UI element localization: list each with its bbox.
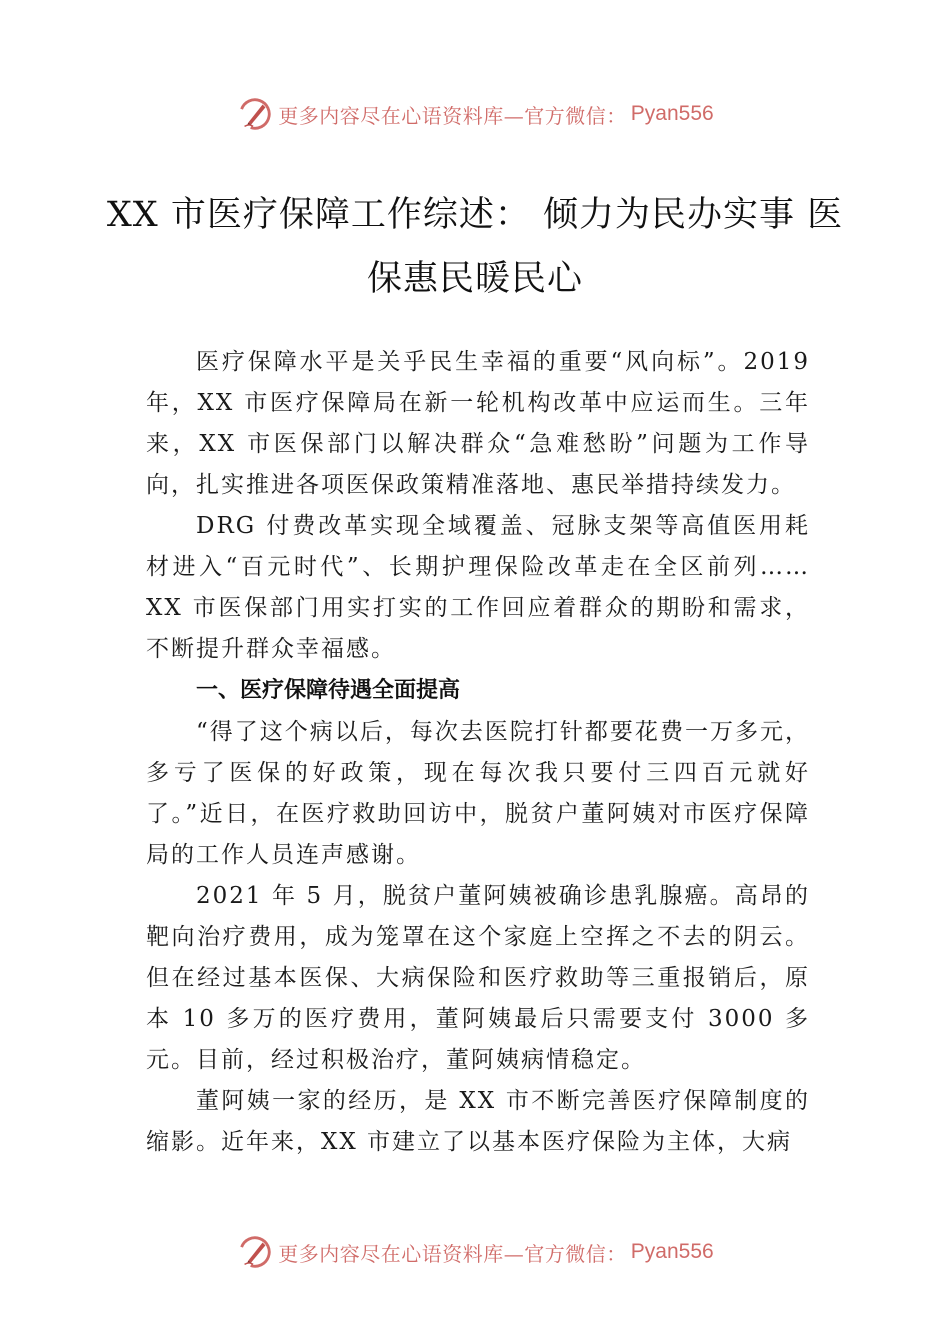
section-paragraph-1: “得了这个病以后，每次去医院打针都要花费一万多元，多亏了医保的好政策，现在每次我只要付三四百元就好了。”近日，在医疗救助回访中，脱贫户董阿姨对市医疗保障局的工作人员连声感谢。 bbox=[146, 719, 810, 868]
section-paragraph-3: 董阿姨一家的经历，是 XX 市不断完善医疗保障制度的缩影。近年来，XX 市建立了以基本医疗保险为主体，大病 bbox=[146, 1088, 810, 1155]
pen-logo-icon bbox=[236, 1233, 274, 1271]
watermark-account: Pyan556 bbox=[630, 1240, 714, 1263]
watermark-text: 更多内容尽在心语资料库—官方微信： bbox=[278, 103, 627, 128]
section-heading: 一、医疗保障待遇全面提高 bbox=[196, 678, 461, 703]
document-title: XX 市医疗保障工作综述： 倾力为民办实事 医保惠民暖民心 bbox=[106, 195, 844, 299]
watermark-text: 更多内容尽在心语资料库—官方微信： bbox=[278, 1241, 627, 1266]
watermark-account: Pyan556 bbox=[630, 102, 714, 125]
watermark-banner-bottom bbox=[0, 1230, 950, 1274]
watermark-banner-top bbox=[0, 92, 950, 136]
intro-paragraph-2: DRG 付费改革实现全域覆盖、冠脉支架等高值医用耗材进入“百元时代”、长期护理保险改革走在全区前列……XX 市医保部门用实打实的工作回应着群众的期盼和需求，不断提升群众幸福感。 bbox=[146, 513, 810, 662]
pen-logo-icon bbox=[236, 95, 274, 133]
intro-paragraph-1: 医疗保障水平是关乎民生幸福的重要“风向标”。2019 年，XX 市医疗保障局在新一轮机构改革中应运而生。三年来，XX 市医保部门以解决群众“急难愁盼”问题为工作导向，扎实推进各项医保政策精准落地、惠民举措持续发力。 bbox=[146, 349, 810, 498]
document-body bbox=[146, 342, 810, 1163]
section-paragraph-2: 2021 年 5 月，脱贫户董阿姨被确诊患乳腺癌。高昂的靶向治疗费用，成为笼罩在这个家庭上空挥之不去的阴云。但在经过基本医保、大病保险和医疗救助等三重报销后，原本 10 多万的医疗费用，董阿姨最后只需要支付 3000 多元。目前，经过积极治疗，董阿姨病情稳定。 bbox=[146, 883, 810, 1073]
